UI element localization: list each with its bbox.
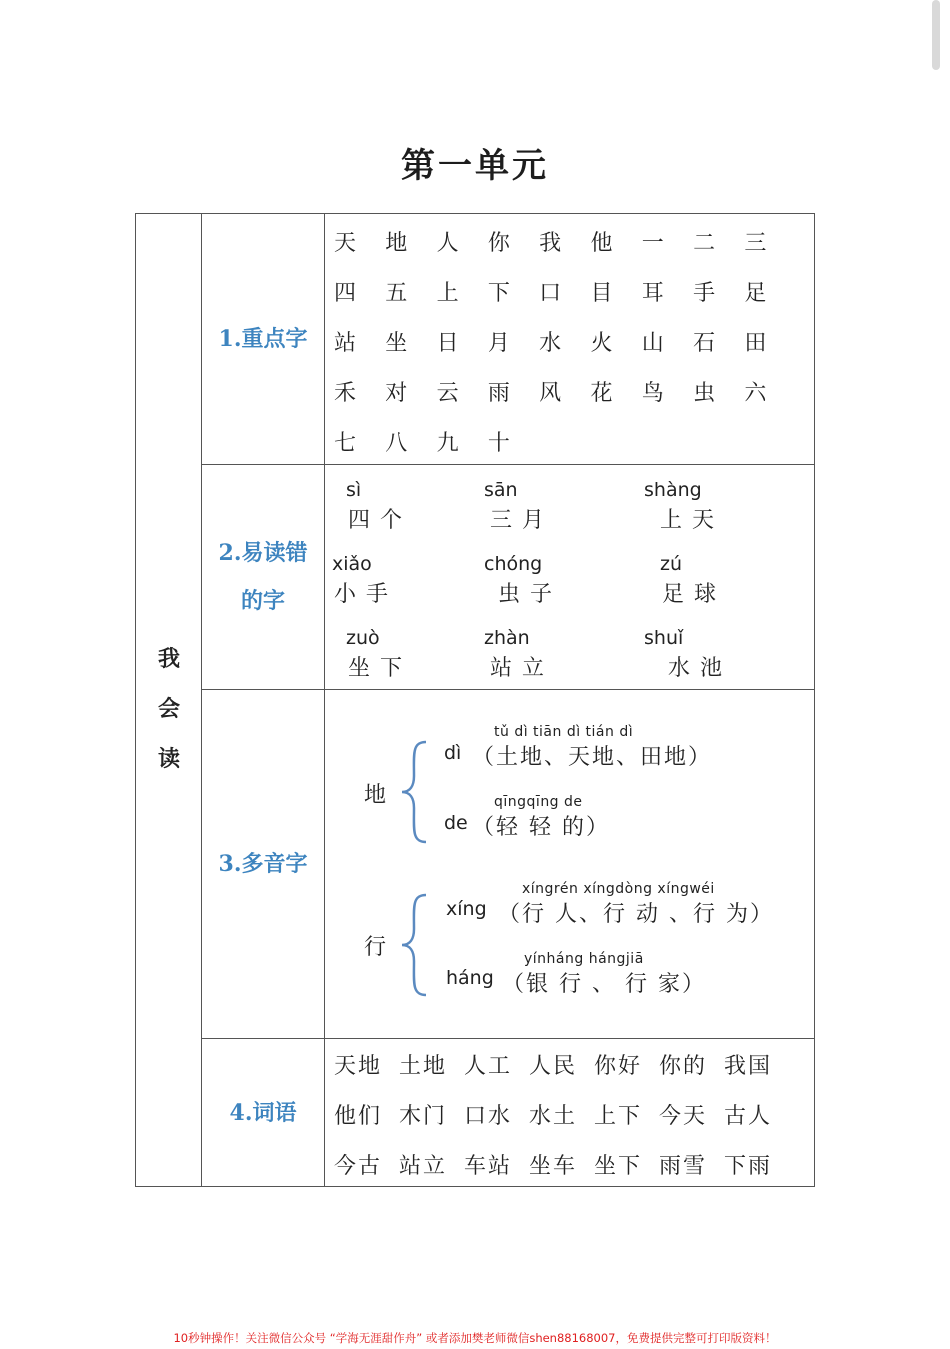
key-char: 上	[436, 281, 459, 306]
vocab-word: 口水	[464, 1104, 513, 1129]
tricky-word: 三月	[490, 508, 555, 533]
row-tricky-chars	[202, 465, 815, 690]
vocab-word: 你的	[659, 1054, 708, 1079]
section2-label-line: 2.易读错	[218, 540, 308, 566]
tricky-word: 水池	[668, 656, 733, 681]
polyphone-char: 地	[364, 783, 387, 808]
key-char: 地	[385, 231, 408, 256]
section2-label-line: 的字	[240, 588, 285, 614]
unit-table	[135, 213, 815, 1187]
pinyin-small: qīngqīng de	[494, 794, 583, 810]
tricky-word: 坐下	[348, 656, 413, 681]
brace-icon	[400, 893, 430, 997]
reading-pinyin: dì	[444, 742, 462, 764]
vocab-word: 车站	[464, 1154, 513, 1179]
polyphone-char: 行	[364, 935, 387, 960]
key-char: 对	[385, 381, 408, 406]
key-char: 他	[590, 231, 613, 256]
key-char: 鸟	[641, 381, 664, 406]
key-char: 坐	[385, 331, 408, 356]
vocab-word: 人工	[464, 1054, 513, 1079]
section3-label: 3.多音字	[202, 690, 325, 1038]
key-char: 我	[539, 231, 562, 256]
key-char: 二	[693, 231, 716, 256]
key-char: 手	[693, 281, 716, 306]
reading-phrase: （行 人、行 动 、行 为）	[498, 902, 774, 927]
vocab-word: 水土	[529, 1104, 578, 1129]
key-char: 田	[744, 331, 767, 356]
tricky-pinyin: sì	[346, 479, 362, 501]
row-key-chars	[202, 214, 815, 465]
key-char: 足	[744, 281, 767, 306]
tricky-word: 上天	[660, 508, 725, 533]
footer-notice: 10秒钟操作！关注微信公众号 “学海无涯甜作舟” 或者添加樊老师微信shen88168007，免费提供完整可打印版资料！	[173, 1331, 777, 1345]
tricky-pinyin: shàng	[644, 479, 702, 501]
tricky-pinyin: chóng	[484, 553, 543, 575]
tricky-word: 虫子	[498, 582, 563, 607]
key-char: 虫	[693, 381, 716, 406]
polyphones-content	[326, 690, 815, 1038]
key-char: 七	[333, 431, 356, 456]
key-char: 火	[590, 331, 613, 356]
tricky-pinyin: sān	[484, 479, 518, 501]
key-char: 口	[539, 281, 562, 306]
key-char: 六	[744, 381, 767, 406]
category-cell	[136, 214, 202, 1186]
vocab-word: 站立	[399, 1154, 448, 1179]
key-char: 三	[744, 231, 767, 256]
key-char: 下	[487, 281, 510, 306]
reading-phrase: （银 行 、 行 家）	[502, 972, 706, 997]
key-char: 云	[436, 381, 459, 406]
key-char: 月	[487, 331, 510, 356]
tricky-pinyin: zhàn	[484, 627, 530, 649]
key-char: 八	[385, 431, 408, 456]
key-char: 四	[333, 281, 356, 306]
scrollbar[interactable]	[932, 0, 940, 70]
pinyin-small: tǔ dì tiān dì tián dì	[494, 724, 634, 740]
section1-label: 1.重点字	[202, 214, 325, 464]
key-char: 九	[436, 431, 459, 456]
vocab-word: 坐车	[529, 1154, 578, 1179]
tricky-pinyin: shuǐ	[644, 627, 684, 649]
key-char: 风	[539, 381, 562, 406]
reading-phrase: （土地、天地、田地）	[472, 745, 713, 770]
vocab-word: 我国	[724, 1054, 773, 1079]
key-char: 日	[436, 331, 459, 356]
tricky-pinyin: zú	[660, 553, 683, 575]
section4-label: 4.词语	[202, 1039, 325, 1187]
key-char: 禾	[333, 381, 356, 406]
vocab-word: 他们	[334, 1104, 383, 1129]
reading-pinyin: de	[444, 812, 468, 834]
vocab-word: 天地	[334, 1054, 383, 1079]
row-words	[202, 1039, 815, 1187]
vocab-word: 上下	[594, 1104, 643, 1129]
vocab-word: 古人	[724, 1104, 773, 1129]
category-char: 读	[157, 746, 180, 772]
key-char: 十	[487, 431, 510, 456]
vocab-word: 你好	[594, 1054, 643, 1079]
row-polyphones	[202, 690, 815, 1039]
key-char: 目	[590, 281, 613, 306]
tricky-word: 足球	[662, 582, 727, 607]
vocab-word: 今古	[334, 1154, 383, 1179]
words-grid	[326, 1039, 815, 1187]
key-char: 一	[641, 231, 664, 256]
vocab-word: 下雨	[724, 1154, 773, 1179]
key-char: 石	[693, 331, 716, 356]
vocab-word: 木门	[399, 1104, 448, 1129]
section2-label	[202, 465, 325, 689]
tricky-chars-grid	[326, 465, 815, 689]
page-title: 第一单元	[401, 146, 549, 186]
pinyin-small: xíngrén xíngdòng xíngwéi	[522, 881, 715, 897]
key-char: 五	[385, 281, 408, 306]
tricky-word: 小手	[334, 582, 399, 607]
vocab-word: 人民	[529, 1054, 578, 1079]
brace-icon	[400, 740, 430, 844]
vocab-word: 雨雪	[659, 1154, 708, 1179]
tricky-pinyin: xiǎo	[332, 553, 372, 575]
tricky-pinyin: zuò	[346, 627, 380, 649]
tricky-word: 站立	[490, 656, 555, 681]
key-char: 耳	[641, 281, 664, 306]
key-char: 山	[641, 331, 664, 356]
pinyin-small: yínháng hángjiā	[524, 951, 644, 967]
category-label	[150, 634, 188, 784]
vocab-word: 土地	[399, 1054, 448, 1079]
key-char: 人	[436, 231, 459, 256]
vocab-word: 今天	[659, 1104, 708, 1129]
key-char: 水	[539, 331, 562, 356]
key-char: 站	[333, 331, 356, 356]
key-chars-grid	[326, 214, 815, 464]
reading-pinyin: xíng	[446, 898, 487, 920]
category-char: 会	[157, 696, 180, 722]
tricky-word: 四个	[348, 508, 413, 533]
key-char: 花	[590, 381, 613, 406]
reading-pinyin: háng	[446, 967, 494, 989]
vocab-word: 坐下	[594, 1154, 643, 1179]
key-char: 你	[487, 231, 510, 256]
reading-phrase: （轻 轻 的）	[472, 815, 610, 840]
category-char: 我	[157, 646, 180, 672]
key-char: 天	[333, 231, 356, 256]
key-char: 雨	[487, 381, 510, 406]
